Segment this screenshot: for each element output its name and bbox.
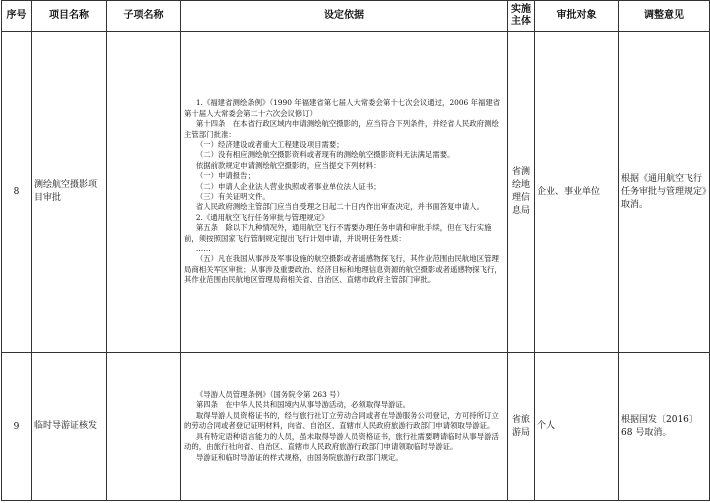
implementing-body: 省旅游局 bbox=[508, 353, 535, 501]
basis-paragraph: （二）没有相应测绘航空摄影资料或者现有的测绘航空摄影资料无法满足需要。 bbox=[195, 150, 455, 160]
header-name: 项目名称 bbox=[32, 1, 107, 32]
basis-paragraph: （一）经济建设或者重大工程建设项目需要； bbox=[195, 139, 344, 149]
legal-basis bbox=[181, 32, 508, 353]
legal-basis bbox=[181, 353, 508, 501]
approval-target: 企业、事业单位 bbox=[535, 32, 619, 353]
basis-paragraph: 第四条 在中华人民共和国境内从事导游活动，必须取得导游证。 bbox=[195, 400, 411, 410]
row-number: 9 bbox=[2, 353, 32, 501]
basis-paragraph: （一）申请报告； bbox=[195, 171, 255, 181]
header-basis: 设定依据 bbox=[181, 1, 508, 32]
sub-item-name bbox=[107, 353, 181, 501]
header-opinion: 调整意见 bbox=[619, 1, 710, 32]
row-number: 8 bbox=[2, 32, 32, 353]
basis-paragraph: （五）凡在我国从事涉及军事设施的航空摄影或者遥感物探飞行，其作业范围由民航地区管理局商相关军区审批；从事涉及重要政治、经济目标和地理信息资源的航空摄影或者遥感物探飞行，其作业范围由民航地区管理局商相关省、自治区、直辖市政府主管部门审批。 bbox=[184, 254, 502, 285]
sub-item-name bbox=[107, 32, 181, 353]
basis-paragraph: 《导游人员管理条例》（国务院令第 263 号） bbox=[195, 390, 344, 400]
adjustment-opinion: 根据国发〔2016〕68 号取消。 bbox=[619, 353, 710, 501]
basis-paragraph: …… bbox=[195, 244, 211, 254]
item-name: 测绘航空摄影项目审批 bbox=[32, 32, 107, 353]
basis-paragraph: 第十四条 在本省行政区域内申请测绘航空摄影的，应当符合下列条件，并经省人民政府测绘主管部门批准： bbox=[184, 119, 499, 139]
basis-paragraph: 取得导游人员资格证书的，经与旅行社订立劳动合同或者在导游服务公司登记，方可持所订立的劳动合同或者登记证明材料，向省、自治区、直辖市人民政府旅游行政部门申请领取导游证。 bbox=[184, 410, 499, 431]
basis-paragraph: 具有特定语种语言能力的人员，虽未取得导游人员资格证书，旅行社需要聘请临时从事导游活动的，由旅行社向省、自治区、直辖市人民政府旅游行政部门申请领取临时导游证。 bbox=[184, 431, 499, 452]
adjustment-opinion: 根据《通用航空飞行任务审批与管理规定》取消。 bbox=[619, 32, 710, 353]
header-subject: 实施主体 bbox=[508, 1, 535, 32]
approval-target: 个人 bbox=[535, 353, 619, 501]
item-name: 临时导游证核发 bbox=[32, 353, 107, 501]
basis-paragraph: （二）申请人企业法人营业执照或者事业单位法人证书； bbox=[195, 181, 381, 191]
table-row bbox=[2, 32, 710, 353]
implementing-body: 省测绘地理信息局 bbox=[508, 32, 535, 353]
table-row bbox=[2, 353, 710, 501]
basis-paragraph: 1.《福建省测绘条例》（1990 年福建省第七届人大常委会第十七次会议通过，2006 年福建省第十届人大常委会第二十六次会议修订） bbox=[184, 98, 501, 118]
header-row bbox=[2, 1, 710, 32]
basis-paragraph: 第五条 除以下九种情况外，通用航空飞行不需要办理任务申请和审批手续，但在飞行实施前，须按照国家飞行管制规定提出飞行计划申请，并说明任务性质： bbox=[184, 223, 492, 243]
basis-paragraph: 省人民政府测绘主管部门应当自受理之日起二十日内作出审查决定，并书面答复申请人。 bbox=[195, 202, 485, 212]
header-no: 序号 bbox=[2, 1, 32, 32]
approval-table bbox=[1, 0, 710, 501]
header-sub: 子项名称 bbox=[107, 1, 181, 32]
header-target: 审批对象 bbox=[535, 1, 619, 32]
basis-paragraph: 依据前款规定申请测绘航空摄影的，应当提交下列材料： bbox=[195, 160, 381, 170]
basis-paragraph: 导游证和临时导游证的样式规格，由国务院旅游行政部门规定。 bbox=[195, 452, 403, 462]
basis-paragraph: （三）有关证明文件。 bbox=[195, 192, 270, 201]
basis-paragraph: 2.《通用航空飞行任务审批与管理规定》 bbox=[195, 212, 329, 222]
